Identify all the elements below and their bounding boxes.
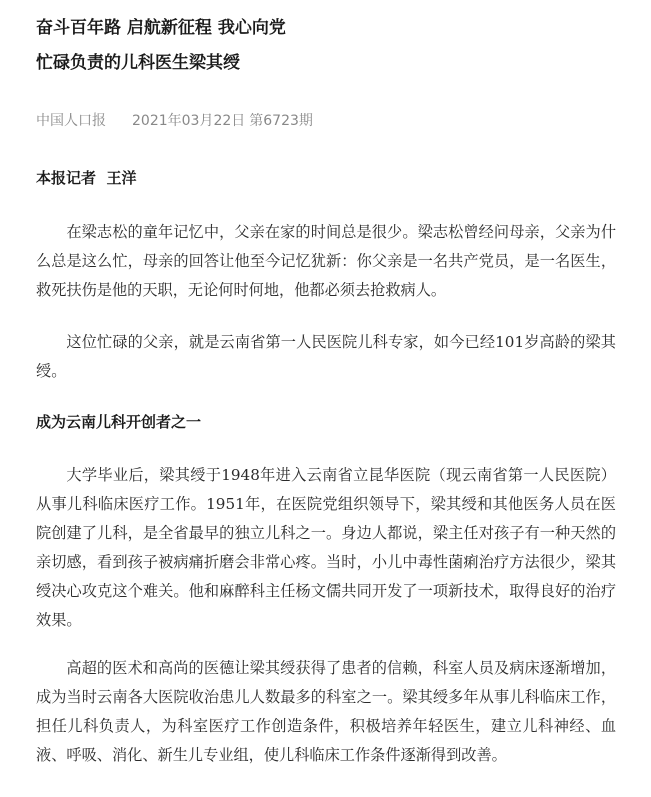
source-label: 中国人口报 xyxy=(36,113,106,129)
paragraph: 这位忙碌的父亲，就是云南省第一人民医院儿科专家，如今已经101岁高龄的梁其绶。 xyxy=(36,333,616,380)
paragraph: 大学毕业后，梁其绶于1948年进入云南省立昆华医院（现云南省第一人民医院）从事儿科临床医疗工作。1951年，在医院党组织领导下，梁其绶和其他医务人员在医院创建了儿科，是全省最早的独立儿科之一。身边人都说，梁主任对孩子有一种天然的亲切感，看到孩子被病痛折磨会非常心疼。当时，小儿中毒性菌痢治疗方法很少，梁其绶决心攻克这个难关。他和麻醉科主任杨文儒共同开发了一项新技术，取得良好的治疗效果。 xyxy=(36,466,616,629)
byline: 本报记者 王洋 xyxy=(36,169,137,187)
article-headline: 忙碌负责的儿科医生梁其绶 xyxy=(36,53,240,73)
paragraph: 高超的医术和高尚的医德让梁其绶获得了患者的信赖，科室人员及病床逐渐增加，成为当时云南各大医院收治患儿人数最多的科室之一。梁其绶多年从事儿科临床工作，担任儿科负责人，为科室医疗工作创造条件，积极培养年轻医生，建立儿科神经、血液、呼吸、消化、新生儿专业组，使儿科临床工作条件逐渐得到改善。 xyxy=(36,659,616,764)
article-meta xyxy=(36,110,313,130)
issue-number: 第6723期 xyxy=(249,113,313,129)
publish-date: 2021年03月22日 xyxy=(132,113,246,129)
paragraph: 在梁志松的童年记忆中，父亲在家的时间总是很少。梁志松曾经问母亲，父亲为什么总是这么忙，母亲的回答让他至今记忆犹新：你父亲是一名共产党员，是一名医生，救死扶伤是他的天职，无论何时何地，他都必须去抢救病人。 xyxy=(36,223,616,299)
section-heading: 成为云南儿科开创者之一 xyxy=(36,413,202,431)
article-kicker: 奋斗百年路 启航新征程 我心向党 xyxy=(36,18,286,38)
